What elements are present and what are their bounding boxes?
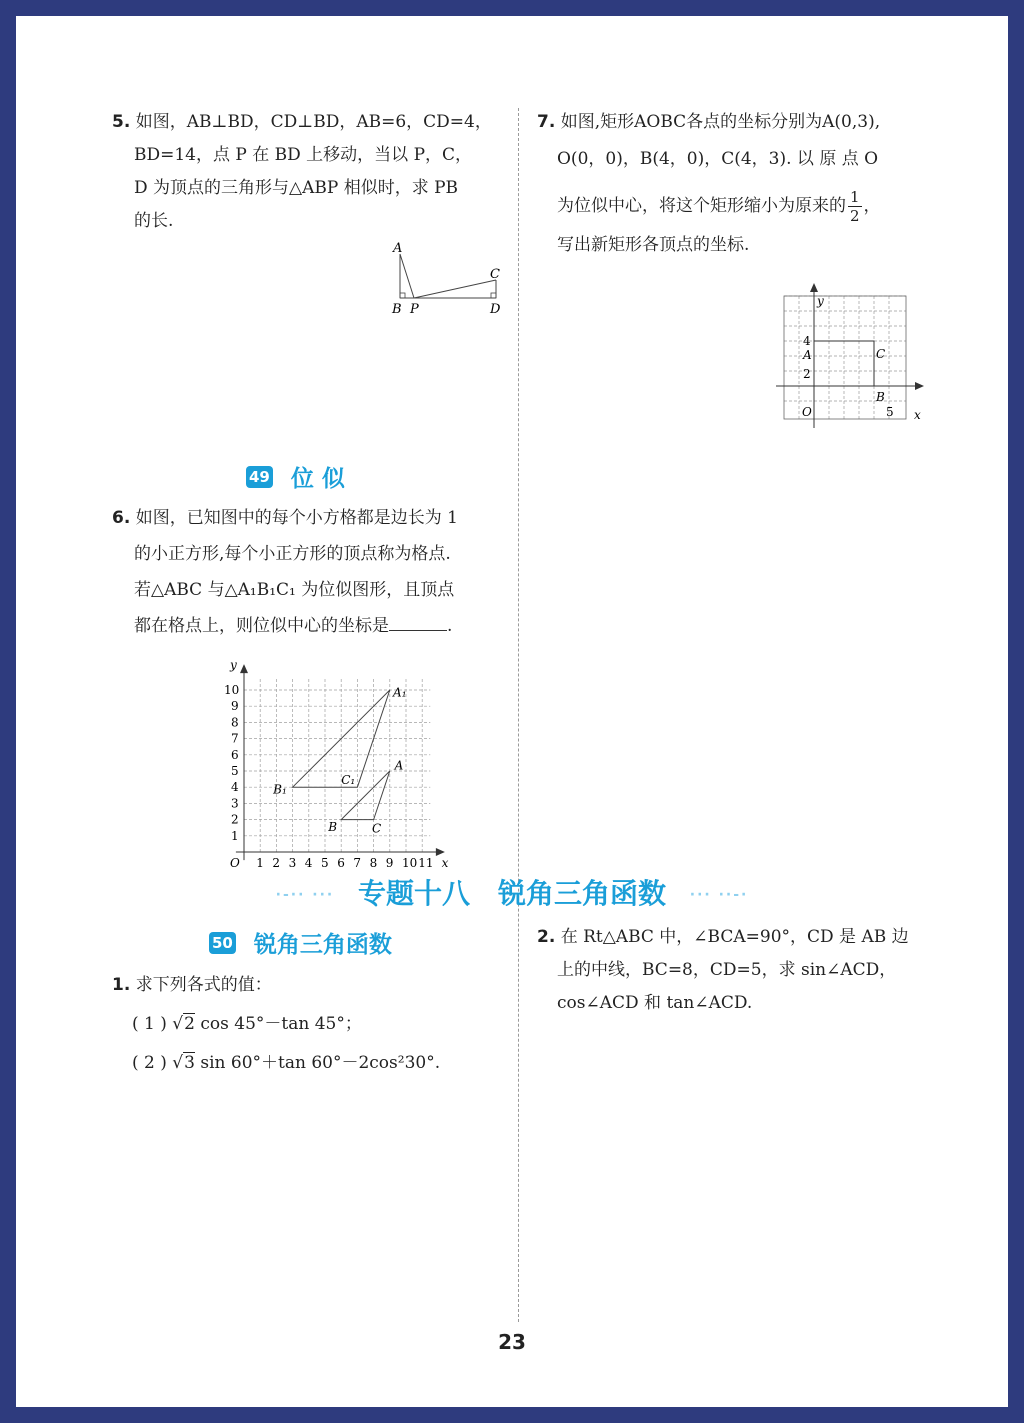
- x-tick-label: 8: [369, 856, 378, 870]
- section-49-title: 位 似: [290, 466, 345, 492]
- answer-blank[interactable]: [389, 610, 447, 631]
- problem-7-figure: [774, 278, 944, 438]
- problem-6-figure: [196, 644, 456, 872]
- y-tick-label: 7: [231, 731, 239, 746]
- fig7-tick-2: 2: [803, 367, 811, 381]
- chapter-title: 专题十八 锐角三角函数: [357, 877, 666, 910]
- problem-6-line3: 若△ABC 与△A₁B₁C₁ 为位似图形，且顶点: [134, 580, 455, 600]
- y-axis-arrow: [240, 664, 248, 673]
- label-C: C: [371, 821, 382, 836]
- chapter-dots-right: ··· ··-·: [689, 887, 749, 903]
- x-tick-label: 6: [337, 856, 345, 870]
- fig7-tick-4: 4: [803, 334, 811, 348]
- fig7-label-B: B: [876, 390, 885, 404]
- fig7-tick-5: 5: [886, 405, 894, 419]
- x-tick-label: 2: [272, 856, 281, 870]
- fig5-label-P: P: [410, 302, 419, 317]
- label-C1: C₁: [341, 772, 356, 787]
- page: [16, 16, 1008, 1407]
- problem-2-line3: cos∠ACD 和 tan∠ACD.: [557, 993, 753, 1013]
- fig7-label-A: A: [803, 348, 812, 362]
- chapter-heading: [16, 872, 1008, 912]
- problem-6-line4: 都在格点上，则位似中心的坐标是 .: [112, 608, 512, 644]
- label-B1: B₁: [273, 782, 287, 797]
- y-tick-label: 9: [231, 699, 239, 714]
- problem-1: [112, 966, 512, 1083]
- fig5-label-C: C: [490, 267, 500, 282]
- column-divider: [518, 108, 519, 1322]
- problem-5: [112, 106, 507, 238]
- problem-7-line2: O(0，0)，B(4，0)，C(4，3). 以 原 点 O: [557, 149, 879, 169]
- x-tick-label: 7: [353, 856, 362, 870]
- problem-1-item-2: ( 2 ) √3 sin 60°＋tan 60°－2cos²30°.: [132, 1053, 441, 1073]
- x-tick-label: 11: [418, 856, 434, 870]
- problem-7-line4: 写出新矩形各顶点的坐标.: [557, 235, 750, 255]
- problem-7-line1: 7. 如图,矩形AOBC各点的坐标分别为A(0,3),: [537, 112, 881, 132]
- y-tick-label: 4: [231, 780, 239, 795]
- x-axis-arrow: [436, 848, 445, 856]
- fig7-label-O: O: [802, 405, 812, 419]
- section-50-title: 锐角三角函数: [253, 932, 392, 958]
- y-tick-label: 5: [231, 764, 239, 778]
- fig5-label-B: B: [392, 302, 402, 317]
- fig7-label-y: y: [817, 294, 824, 308]
- problem-7-line3: 为位似中心，将这个矩形缩小为原来的 $\frac{1}{2}$ ，: [557, 188, 881, 225]
- y-tick-label: 2: [231, 812, 239, 827]
- problem-6: [112, 500, 512, 644]
- x-tick-label: 1: [256, 856, 264, 870]
- problem-2-line2: 上的中线，BC=8，CD=5，求 sin∠ACD，: [557, 960, 897, 980]
- problem-2: [537, 921, 937, 1020]
- fig5-label-D: D: [490, 302, 501, 317]
- section-49-heading: [246, 460, 345, 493]
- chapter-dots-left: ·-·· ···: [275, 887, 335, 903]
- problem-1-prompt: 1. 求下列各式的值：: [112, 975, 272, 995]
- x-tick-label: 9: [385, 856, 394, 870]
- x-tick-label: 3: [288, 856, 297, 870]
- origin-label: O: [230, 856, 240, 870]
- y-tick-label: 8: [231, 715, 239, 730]
- x-tick-label: 4: [304, 856, 313, 870]
- problem-6-line2: 的小正方形,每个小正方形的顶点称为格点.: [134, 544, 451, 564]
- page-number: 23: [498, 1330, 526, 1354]
- problem-6-line1: 6. 如图，已知图中的每个小方格都是边长为 1: [112, 508, 458, 528]
- y-tick-label: 3: [231, 796, 239, 811]
- fig5-label-A: A: [393, 242, 403, 256]
- fraction-one-half: $\frac{1}{2}$: [850, 188, 860, 225]
- label-A: A: [394, 758, 404, 773]
- x-tick-label: 5: [321, 856, 329, 870]
- y-axis-label: y: [230, 657, 237, 672]
- x-tick-label: 10: [402, 856, 418, 870]
- problem-1-item-1: ( 1 ) √2 cos 45°－tan 45°；: [132, 1014, 362, 1034]
- fig7-label-x: x: [914, 408, 921, 422]
- section-50-badge: 50: [209, 932, 236, 954]
- problem-2-line1: 2. 在 Rt△ABC 中，∠BCA=90°，CD 是 AB 边: [537, 927, 909, 947]
- problem-5-line4: 的长.: [134, 211, 174, 231]
- y-tick-label: 6: [231, 747, 239, 762]
- problem-5-line3: D 为顶点的三角形与△ABP 相似时，求 PB: [134, 178, 459, 198]
- problem-5-line2: BD=14，点 P 在 BD 上移动，当以 P，C，: [134, 145, 473, 165]
- section-50-heading: [209, 926, 392, 959]
- problem-5-line1: 5. 如图，AB⊥BD，CD⊥BD，AB=6，CD=4，: [112, 112, 492, 132]
- x-axis-label: x: [441, 856, 449, 870]
- y-tick-label: 10: [224, 683, 240, 697]
- problem-5-figure: [384, 242, 504, 318]
- label-B: B: [328, 819, 338, 834]
- label-A1: A₁: [393, 685, 407, 700]
- y-tick-label: 1: [231, 828, 239, 843]
- fig7-label-C: C: [876, 347, 886, 361]
- section-49-badge: 49: [246, 466, 273, 488]
- problem-7: [537, 106, 937, 262]
